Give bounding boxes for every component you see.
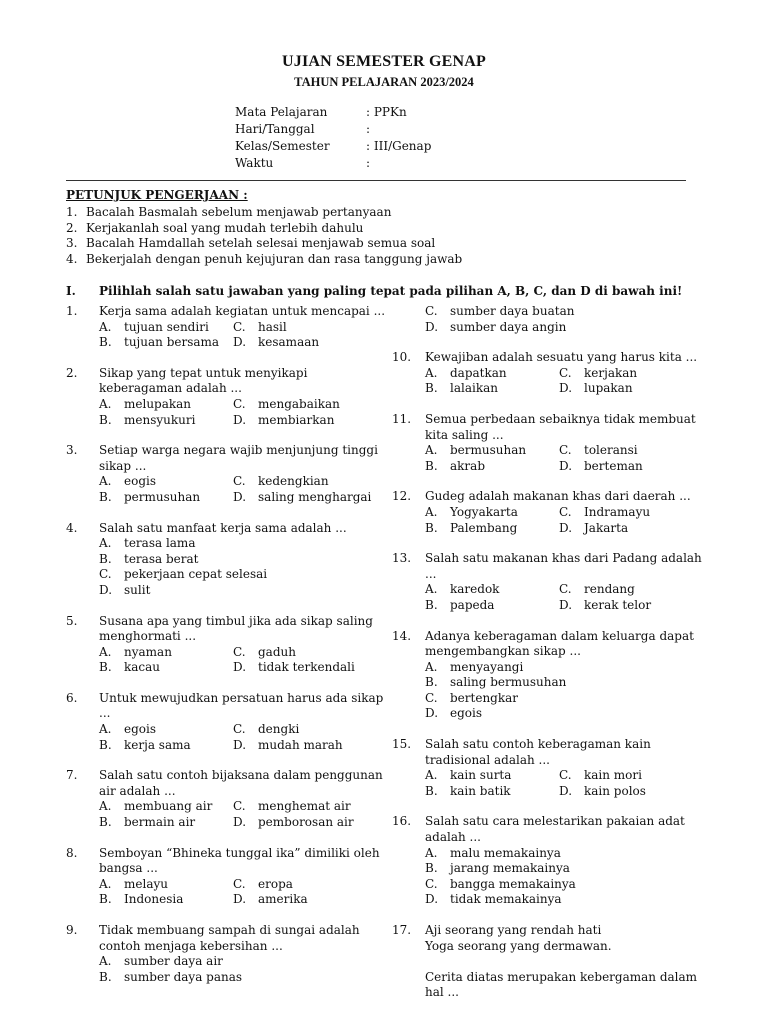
question-4 (66, 521, 386, 599)
instruction-item (66, 205, 462, 221)
option-c (233, 877, 293, 893)
option-letter: D. (559, 381, 573, 396)
option-text: dengki (258, 722, 300, 737)
question-16 (392, 814, 704, 908)
option-letter: A. (425, 659, 438, 674)
option-text: menghemat air (258, 799, 351, 814)
questions-right-column (392, 304, 704, 1016)
option-d (233, 738, 343, 754)
instructions-list (66, 205, 462, 267)
question-number: 3. (66, 443, 78, 458)
option-text: dapatkan (450, 365, 507, 380)
option-text: kedengkian (258, 474, 329, 489)
option-text: kain polos (584, 783, 646, 798)
option-text: kerak telor (584, 597, 652, 612)
option-text: egois (450, 706, 483, 721)
option-letter: A. (99, 644, 112, 659)
option-text: akrab (450, 458, 485, 473)
option-text: papeda (450, 597, 495, 612)
option-text: terasa berat (124, 551, 199, 566)
instruction-number: 2. (66, 220, 78, 235)
question-15 (392, 737, 704, 799)
option-text: karedok (450, 582, 500, 597)
question-8 (66, 846, 386, 908)
option-text: pekerjaan cepat selesai (124, 567, 268, 582)
option-text: sumber daya buatan (450, 304, 575, 318)
option-letter: C. (233, 396, 246, 411)
option-a (425, 660, 523, 676)
option-b (425, 521, 559, 537)
option-text: saling menghargai (258, 489, 372, 504)
option-text: saling bermusuhan (450, 675, 567, 690)
instruction-item (66, 252, 462, 268)
question-number: 13. (392, 551, 412, 566)
option-a (99, 722, 233, 738)
option-text: eropa (258, 876, 293, 891)
question-text: Setiap warga negara wajib menjunjung tinggi sikap ... (99, 443, 378, 473)
section-number: I. (66, 284, 76, 298)
option-b (99, 552, 198, 568)
option-text: mudah marah (258, 737, 343, 752)
option-a (99, 397, 233, 413)
question-number: 12. (392, 489, 412, 504)
option-text: lalaikan (450, 381, 498, 396)
option-text: amerika (258, 892, 308, 907)
option-letter: A. (425, 845, 438, 860)
question-number: 15. (392, 737, 412, 752)
option-letter: B. (425, 458, 438, 473)
option-letter: A. (425, 504, 438, 519)
option-text: lupakan (584, 381, 633, 396)
instruction-text: Bekerjalah dengan penuh kejujuran dan rasa tanggung jawab (86, 251, 463, 266)
exam-title: UJIAN SEMESTER GENAP (281, 53, 487, 70)
option-letter: D. (425, 892, 439, 907)
option-text: egois (124, 722, 157, 737)
option-text: sumber daya air (124, 954, 223, 969)
option-letter: D. (233, 335, 247, 350)
option-text: sumber daya angin (450, 319, 567, 334)
option-text: melayu (124, 876, 168, 891)
info-label: Mata Pelajaran (235, 105, 328, 119)
option-text: Indramayu (584, 504, 651, 519)
option-b (99, 660, 233, 676)
option-text: kacau (124, 660, 161, 675)
question-text: Susana apa yang timbul jika ada sikap saling menghormati ... (99, 613, 373, 644)
option-text: kain surta (450, 768, 512, 783)
option-text: kerjakan (584, 365, 638, 380)
option-c (559, 582, 635, 598)
option-d (99, 583, 150, 599)
option-text: malu memakainya (450, 845, 561, 860)
option-letter: D. (559, 783, 573, 798)
divider (66, 180, 686, 181)
option-a (99, 536, 195, 552)
option-text: bermusuhan (450, 443, 527, 458)
question-number: 5. (66, 613, 78, 628)
option-letter: C. (559, 768, 572, 783)
option-text: mensyukuri (124, 412, 196, 427)
option-letter: A. (425, 365, 438, 380)
info-label: Hari/Tanggal (235, 122, 315, 136)
instruction-text: Bacalah Hamdallah setelah selesai menjawab semua soal (86, 236, 436, 250)
question-number: 9. (66, 923, 78, 937)
option-letter: B. (99, 489, 112, 504)
option-a (99, 799, 233, 815)
question-text: Sikap yang tepat untuk menyikapi keberagaman adalah ... (99, 365, 308, 396)
question-number: 17. (392, 923, 412, 937)
option-a (99, 954, 223, 970)
question-number: 14. (392, 628, 412, 643)
option-b (99, 815, 233, 831)
option-c (99, 567, 267, 583)
option-letter: C. (233, 644, 246, 659)
option-c (233, 320, 287, 336)
option-a (99, 645, 233, 661)
option-d (425, 320, 566, 336)
question-text: Salah satu makanan khas dari Padang adalah ... (425, 551, 702, 581)
option-c (233, 397, 340, 413)
option-letter: B. (99, 660, 112, 675)
question-text: Cerita diatas merupakan kebergaman dalam hal ... (425, 969, 698, 1000)
option-text: Palembang (450, 520, 518, 535)
option-text: tidak memakainya (450, 892, 562, 907)
instruction-number: 1. (66, 205, 78, 219)
info-value: : (366, 156, 371, 170)
option-b (425, 675, 566, 691)
option-letter: D. (99, 582, 113, 597)
option-letter: C. (559, 582, 572, 597)
option-text: bermain air (124, 815, 196, 830)
option-text: sulit (124, 582, 151, 597)
question-7 (66, 768, 386, 830)
option-letter: B. (99, 737, 112, 752)
option-text: bangga memakainya (450, 876, 576, 891)
option-letter: C. (559, 365, 572, 380)
option-c (559, 366, 637, 382)
option-d (425, 892, 562, 908)
option-a (99, 474, 233, 490)
option-text: melupakan (124, 396, 192, 411)
option-c (233, 474, 329, 490)
question-text: Salah satu contoh bijaksana dalam penggunan air adalah ... (99, 768, 383, 798)
exam-subtitle: TAHUN PELAJARAN 2023/2024 (294, 75, 474, 89)
option-text: eogis (124, 474, 157, 489)
option-letter: C. (99, 567, 112, 582)
option-letter: B. (425, 783, 438, 798)
option-b (99, 335, 233, 351)
question-number: 6. (66, 690, 78, 705)
question-text: Semua perbedaan sebaiknya tidak membuat kita saling ... (425, 411, 696, 442)
option-b (425, 459, 559, 475)
option-letter: C. (425, 690, 438, 705)
option-text: bertengkar (450, 690, 519, 705)
option-text: kerja sama (124, 737, 191, 752)
option-d (233, 815, 354, 831)
questions-left-column (66, 304, 386, 1000)
option-d (559, 381, 633, 397)
option-c (233, 722, 299, 738)
option-b (99, 970, 242, 986)
instructions-title: PETUNJUK PENGERJAAN : (66, 188, 248, 202)
question-text: Tidak membuang sampah di sungai adalah contoh menjaga kebersihan ... (99, 923, 360, 953)
option-letter: A. (425, 582, 438, 597)
option-d (233, 892, 308, 908)
option-text: menyayangi (450, 659, 524, 674)
question-text: Yoga seorang yang dermawan. (425, 938, 612, 953)
instruction-item (66, 221, 462, 237)
option-letter: B. (99, 335, 112, 350)
option-letter: A. (99, 722, 112, 737)
question-9-continued (392, 304, 704, 335)
question-number: 1. (66, 304, 78, 318)
option-text: gaduh (258, 644, 296, 659)
option-text: berteman (584, 458, 643, 473)
option-text: rendang (584, 582, 635, 597)
option-a (425, 366, 559, 382)
option-letter: C. (559, 504, 572, 519)
instruction-text: Kerjakanlah soal yang mudah terlebih dahulu (86, 220, 364, 235)
info-row-time (235, 155, 431, 172)
option-text: membuang air (124, 799, 213, 814)
question-text: Salah satu contoh keberagaman kain tradisional adalah ... (425, 737, 651, 767)
option-letter: D. (233, 815, 247, 830)
option-letter: C. (233, 474, 246, 489)
option-letter: C. (233, 876, 246, 891)
option-c (559, 505, 650, 521)
option-letter: B. (425, 675, 438, 690)
option-d (425, 706, 482, 722)
question-number: 8. (66, 845, 78, 860)
option-letter: B. (99, 551, 112, 566)
option-letter: B. (99, 969, 112, 984)
option-letter: D. (559, 520, 573, 535)
option-text: Jakarta (584, 520, 629, 535)
exam-info (235, 104, 431, 172)
question-12 (392, 489, 704, 536)
question-5 (66, 614, 386, 676)
option-a (99, 320, 233, 336)
question-3 (66, 443, 386, 505)
question-text: Kerja sama adalah kegiatan untuk mencapai ... (99, 304, 386, 318)
instruction-text: Bacalah Basmalah sebelum menjawab pertanyaan (86, 205, 392, 219)
option-a (425, 768, 559, 784)
option-letter: B. (99, 412, 112, 427)
option-text: nyaman (124, 644, 172, 659)
option-letter: A. (99, 954, 112, 969)
info-row-subject (235, 104, 431, 121)
question-9 (66, 923, 386, 985)
info-label: Kelas/Semester (235, 139, 330, 153)
option-letter: D. (233, 489, 247, 504)
option-text: hasil (258, 319, 287, 334)
option-text: toleransi (584, 443, 638, 458)
option-letter: A. (99, 536, 112, 551)
option-letter: D. (233, 660, 247, 675)
question-17 (392, 923, 704, 1001)
option-b (425, 861, 570, 877)
option-text: sumber daya panas (124, 969, 243, 984)
question-1 (66, 304, 386, 351)
question-text: Untuk mewujudkan persatuan harus ada sikap ... (99, 690, 384, 721)
question-6 (66, 691, 386, 753)
option-letter: B. (99, 815, 112, 830)
option-letter: D. (559, 458, 573, 473)
question-text: Kewajiban adalah sesuatu yang harus kita ... (425, 350, 698, 365)
question-13 (392, 551, 704, 613)
info-value: : III/Genap (366, 139, 432, 153)
option-letter: C. (559, 443, 572, 458)
option-letter: B. (425, 381, 438, 396)
info-value: : (366, 122, 371, 136)
question-text: Adanya keberagaman dalam keluarga dapat mengembangkan sikap ... (425, 628, 694, 659)
section-text: Pilihlah salah satu jawaban yang paling tepat pada pilihan A, B, C, dan D di bawah ini! (99, 284, 683, 298)
option-letter: D. (233, 737, 247, 752)
option-text: membiarkan (258, 412, 335, 427)
option-b (99, 738, 233, 754)
option-text: Indonesia (124, 892, 184, 907)
option-b (425, 381, 559, 397)
question-number: 16. (392, 814, 412, 829)
option-c (425, 304, 574, 320)
option-b (99, 413, 233, 429)
option-d (559, 459, 643, 475)
option-text: kesamaan (258, 335, 320, 350)
question-text: Aji seorang yang rendah hati (425, 923, 602, 937)
question-14 (392, 629, 704, 723)
question-text: Gudeg adalah makanan khas dari daerah ... (425, 489, 691, 504)
option-letter: B. (99, 892, 112, 907)
option-letter: C. (233, 722, 246, 737)
instruction-number: 4. (66, 251, 78, 266)
option-letter: D. (233, 412, 247, 427)
option-letter: B. (425, 861, 438, 876)
option-letter: C. (425, 876, 438, 891)
option-a (425, 846, 561, 862)
option-letter: D. (559, 597, 573, 612)
option-letter: A. (99, 799, 112, 814)
option-d (559, 784, 646, 800)
option-d (233, 335, 319, 351)
instruction-item (66, 236, 462, 252)
option-text: jarang memakainya (450, 861, 570, 876)
option-letter: C. (233, 319, 246, 334)
question-10 (392, 350, 704, 397)
option-letter: D. (425, 319, 439, 334)
option-c (425, 691, 518, 707)
info-label: Waktu (235, 156, 274, 170)
question-number: 2. (66, 365, 78, 380)
option-a (425, 443, 559, 459)
question-number: 11. (392, 411, 412, 426)
info-row-date (235, 121, 431, 138)
option-text: pemborosan air (258, 815, 354, 830)
info-row-class (235, 138, 431, 155)
option-letter: B. (425, 520, 438, 535)
option-b (99, 490, 233, 506)
option-text: kain mori (584, 768, 642, 783)
question-2 (66, 366, 386, 428)
option-d (233, 660, 355, 676)
option-text: tujuan bersama (124, 335, 220, 350)
option-letter: C. (425, 304, 438, 318)
option-c (425, 877, 576, 893)
option-d (559, 521, 628, 537)
option-letter: A. (99, 474, 112, 489)
option-c (559, 768, 642, 784)
question-number: 10. (392, 350, 412, 365)
section-heading (66, 284, 682, 298)
option-text: mengabaikan (258, 396, 340, 411)
question-number: 4. (66, 520, 78, 535)
option-letter: A. (99, 396, 112, 411)
option-a (425, 505, 559, 521)
option-d (233, 413, 334, 429)
option-text: kain batik (450, 783, 511, 798)
option-a (425, 582, 559, 598)
option-b (425, 784, 559, 800)
option-letter: A. (425, 443, 438, 458)
option-c (233, 799, 351, 815)
option-b (425, 598, 559, 614)
option-letter: D. (425, 706, 439, 721)
question-11 (392, 412, 704, 474)
option-c (559, 443, 638, 459)
option-letter: A. (99, 876, 112, 891)
option-letter: A. (99, 319, 112, 334)
option-letter: C. (233, 799, 246, 814)
option-text: tujuan sendiri (124, 319, 209, 334)
option-text: permusuhan (124, 489, 201, 504)
instruction-number: 3. (66, 236, 78, 250)
option-d (559, 598, 651, 614)
option-text: terasa lama (124, 536, 196, 551)
option-letter: A. (425, 768, 438, 783)
option-b (99, 892, 233, 908)
option-d (233, 490, 371, 506)
question-text: Salah satu cara melestarikan pakaian adat adalah ... (425, 814, 685, 845)
option-letter: B. (425, 597, 438, 612)
option-text: tidak terkendali (258, 660, 355, 675)
option-text: Yogyakarta (450, 504, 518, 519)
question-number: 7. (66, 768, 78, 783)
info-value: : PPKn (366, 105, 407, 119)
question-text: Salah satu manfaat kerja sama adalah ... (99, 520, 347, 535)
option-letter: D. (233, 892, 247, 907)
question-text: Semboyan “Bhineka tunggal ika” dimiliki oleh bangsa ... (99, 845, 380, 876)
option-c (233, 645, 296, 661)
option-a (99, 877, 233, 893)
